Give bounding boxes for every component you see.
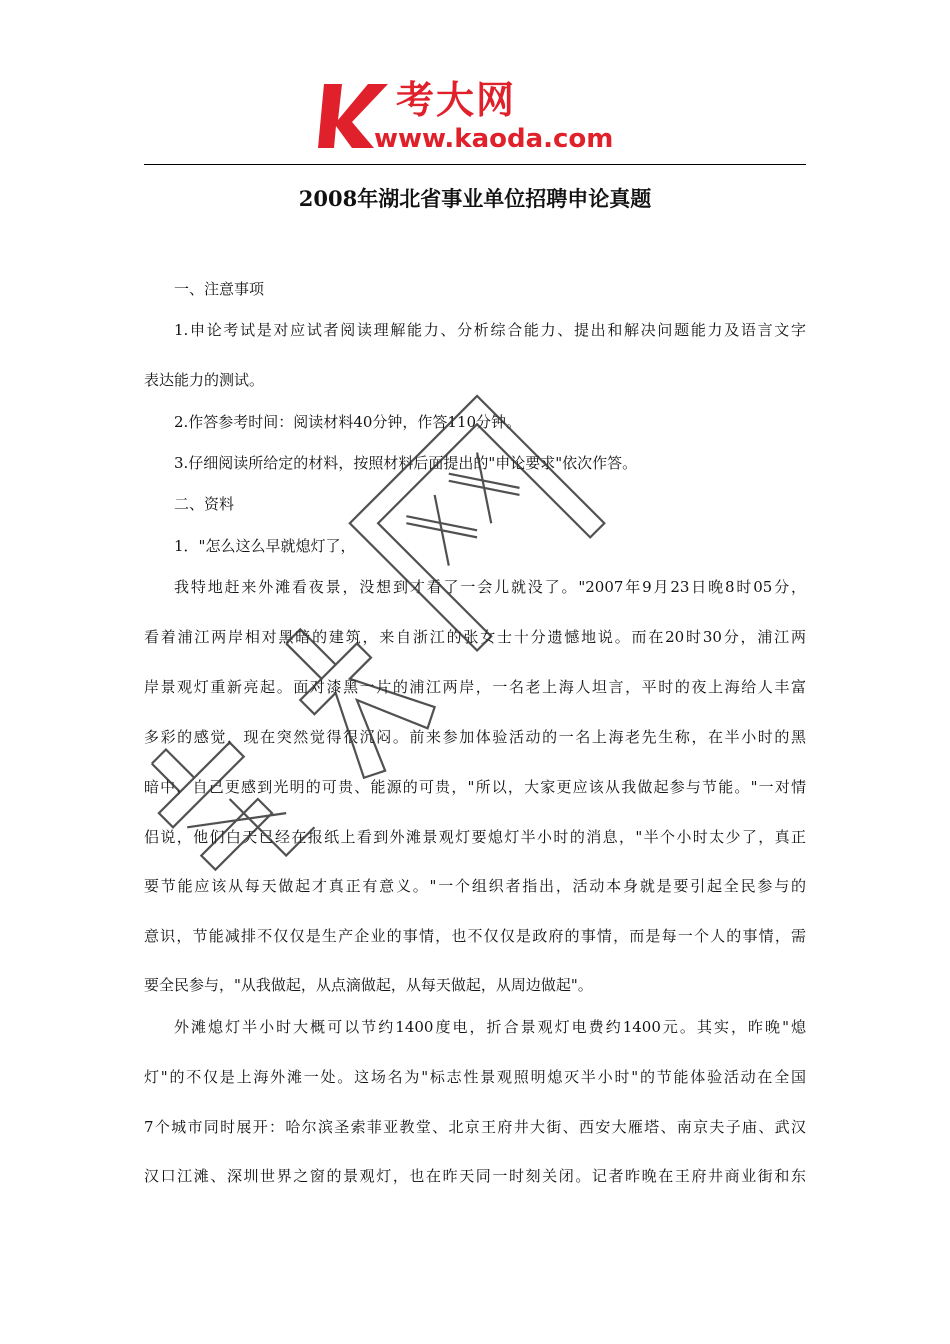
paragraph-line: 汉口江滩、深圳世界之窗的景观灯，也在昨天同一时刻关闭。记者昨晚在王府井商业街和东 (144, 1167, 806, 1185)
paragraph-line: 7个城市同时展开：哈尔滨圣索菲亚教堂、北京王府井大街、西安大雁塔、南京夫子庙、武汉 (144, 1118, 806, 1136)
paragraph-line: 岸景观灯重新亮起。面对漆黑一片的浦江两岸，一名老上海人坦言，平时的夜上海给人丰富 (144, 678, 806, 696)
paragraph-line: 外滩熄灯半小时大概可以节约1400度电，折合景观灯电费约1400元。其实，昨晚"熄 (174, 1018, 806, 1036)
logo-chinese-text: 考大网 (396, 78, 517, 122)
logo-url-text: www.kaoda.com (374, 124, 614, 154)
paragraph-line: 侣说，他们白天已经在报纸上看到外滩景观灯要熄灯半小时的消息，"半个小时太少了，真正 (144, 828, 806, 846)
paragraph-line: 我特地赶来外滩看夜景，没想到才看了一会儿就没了。"2007年9月23日晚8时05分， (174, 578, 806, 596)
paragraph-line: 暗中，自己更感到光明的可贵、能源的可贵，"所以，大家更应该从我做起参与节能。"一对情 (144, 778, 806, 796)
paragraph-line: 表达能力的测试。 (144, 371, 265, 389)
section-heading-materials: 二、资料 (174, 495, 235, 513)
paragraph-line: 3.仔细阅读所给定的材料，按照材料后面提出的"申论要求"依次作答。 (174, 454, 638, 472)
document-title: 2008年湖北省事业单位招聘申论真题 (298, 186, 652, 211)
paragraph-line: 1.申论考试是对应试者阅读理解能力、分析综合能力、提出和解决问题能力及语言文字 (174, 321, 806, 339)
paragraph-line: 多彩的感觉，现在突然觉得很沉闷。前来参加体验活动的一名上海老先生称，在半小时的黑 (144, 728, 806, 746)
header-divider (144, 164, 806, 165)
section-heading-notes: 一、注意事项 (174, 280, 265, 298)
kaoda-logo (316, 78, 646, 158)
paragraph-line: 1．"怎么这么早就熄灯了， (174, 537, 356, 555)
paragraph-line: 灯"的不仅是上海外滩一处。这场名为"标志性景观照明熄灭半小时"的节能体验活动在全国 (144, 1068, 806, 1086)
paragraph-line: 要全民参与，"从我做起，从点滴做起，从每天做起，从周边做起"。 (144, 976, 593, 994)
paragraph-line: 意识，节能减排不仅仅是生产企业的事情，也不仅仅是政府的事情，而是每一个人的事情，需 (144, 927, 806, 945)
paragraph-line: 看着浦江两岸相对黑暗的建筑，来自浙江的张女士十分遗憾地说。而在20时30分，浦江两 (144, 628, 806, 646)
paragraph-line: 2.作答参考时间：阅读材料40分钟，作答110分钟。 (174, 413, 522, 431)
paragraph-line: 要节能应该从每天做起才真正有意义。"一个组织者指出，活动本身就是要引起全民参与的 (144, 877, 806, 895)
